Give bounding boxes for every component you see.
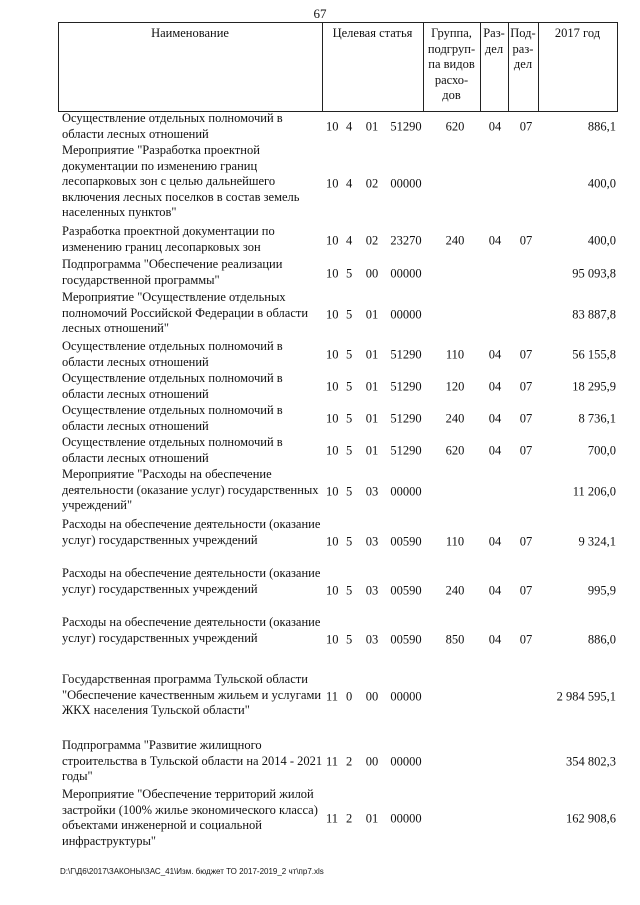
razdel: 04 — [488, 411, 502, 426]
podrazdel: 07 — [519, 347, 533, 362]
target-event: 01 — [365, 307, 379, 321]
target-event: 01 — [365, 119, 379, 134]
row-name: Мероприятие "Разработка проектной документации по изменению границ лесопарковых зон с целью дальнейшего включения лесных поселков в состав земель населенных пунктов" — [62, 143, 300, 219]
amount-2017: 11 206,0 — [572, 484, 616, 499]
table-row — [0, 615, 640, 664]
target-direction: 51290 — [390, 379, 422, 394]
target-program: 10 — [326, 347, 339, 362]
target-subprogram: 5 — [346, 347, 353, 362]
amount-2017: 2 984 595,1 — [556, 689, 616, 704]
razdel: 04 — [488, 379, 502, 394]
razdel: 04 — [488, 632, 502, 646]
table-row — [0, 435, 640, 467]
header-group: Группа, подгруп- па видов расхо- дов — [427, 26, 476, 102]
table-row — [0, 566, 640, 615]
row-name: Мероприятие "Расходы на обеспечение деятельности (оказание услуг) государственных учреждений" — [62, 467, 319, 512]
amount-2017: 56 155,8 — [572, 347, 616, 362]
amount-2017: 886,0 — [587, 632, 616, 646]
target-event: 01 — [365, 379, 379, 394]
target-direction: 00590 — [390, 534, 422, 548]
row-name: Осуществление отдельных полномочий в области лесных отношений — [62, 435, 283, 465]
target-direction: 00000 — [390, 176, 422, 190]
podrazdel: 07 — [519, 534, 533, 548]
row-name: Расходы на обеспечение деятельности (оказание услуг) государственных учреждений — [62, 566, 321, 596]
target-event: 03 — [365, 632, 379, 646]
expense-group: 240 — [445, 583, 465, 597]
expense-group: 620 — [445, 443, 465, 458]
target-program: 10 — [326, 484, 339, 499]
expense-group: 120 — [445, 379, 465, 394]
row-name: Расходы на обеспечение деятельности (оказание услуг) государственных учреждений — [62, 615, 321, 645]
target-direction: 00000 — [390, 307, 422, 321]
table-row — [0, 738, 640, 786]
target-program: 10 — [326, 534, 339, 548]
expense-group: 240 — [445, 233, 465, 247]
target-direction: 51290 — [390, 411, 422, 426]
expense-group: 240 — [445, 411, 465, 426]
target-subprogram: 5 — [346, 443, 353, 458]
header-razdel: Раз- дел — [483, 26, 505, 56]
target-direction: 00000 — [390, 484, 422, 499]
target-event: 03 — [365, 583, 379, 597]
target-subprogram: 5 — [346, 534, 353, 548]
podrazdel: 07 — [519, 411, 533, 426]
target-subprogram: 5 — [346, 379, 353, 394]
target-event: 02 — [365, 176, 379, 190]
amount-2017: 400,0 — [587, 176, 616, 190]
row-name: Государственная программа Тульской области "Обеспечение качественным жильем и услугами ЖКХ населения Тульской области" — [62, 672, 322, 717]
table-row — [0, 371, 640, 403]
expense-group: 110 — [445, 347, 465, 362]
amount-2017: 9 324,1 — [578, 534, 616, 548]
target-program: 10 — [326, 266, 339, 280]
target-direction: 00590 — [390, 583, 422, 597]
header-name: Наименование — [151, 26, 229, 40]
podrazdel: 07 — [519, 379, 533, 394]
table-row — [0, 257, 640, 290]
table-row — [0, 403, 640, 435]
razdel: 04 — [488, 534, 502, 548]
row-name: Разработка проектной документации по изменению границ лесопарковых зон — [62, 224, 275, 254]
table-row — [0, 143, 640, 224]
table-row — [0, 517, 640, 566]
table-row — [0, 339, 640, 371]
row-name: Подпрограмма "Развитие жилищного строительства в Тульской области на 2014 - 2021 годы" — [62, 738, 323, 783]
target-direction: 51290 — [390, 347, 422, 362]
row-name: Осуществление отдельных полномочий в области лесных отношений — [62, 403, 283, 433]
target-program: 10 — [326, 583, 339, 597]
amount-2017: 8 736,1 — [578, 411, 616, 426]
target-event: 01 — [365, 443, 379, 458]
target-program: 10 — [326, 379, 339, 394]
target-program: 10 — [326, 632, 339, 646]
row-name: Осуществление отдельных полномочий в области лесных отношений — [62, 111, 283, 141]
table-header — [58, 22, 618, 112]
target-program: 11 — [326, 811, 339, 826]
header-year: 2017 год — [554, 26, 601, 40]
table-row — [0, 111, 640, 143]
target-subprogram: 4 — [346, 119, 353, 134]
row-name: Подпрограмма "Обеспечение реализации государственной программы" — [62, 257, 283, 287]
expense-group: 620 — [445, 119, 465, 134]
target-subprogram: 4 — [346, 233, 353, 247]
razdel: 04 — [488, 443, 502, 458]
header-target: Целевая статья — [332, 26, 413, 40]
target-direction: 00000 — [390, 811, 422, 826]
target-subprogram: 5 — [346, 583, 353, 597]
target-event: 00 — [365, 754, 379, 769]
podrazdel: 07 — [519, 233, 533, 247]
target-event: 01 — [365, 411, 379, 426]
target-subprogram: 5 — [346, 307, 353, 321]
expense-group: 110 — [445, 534, 465, 548]
razdel: 04 — [488, 233, 502, 247]
target-direction: 00000 — [390, 689, 422, 704]
razdel: 04 — [488, 119, 502, 134]
target-subprogram: 4 — [346, 176, 353, 190]
table-row — [0, 672, 640, 722]
expense-group: 850 — [445, 632, 465, 646]
amount-2017: 700,0 — [587, 443, 616, 458]
amount-2017: 95 093,8 — [572, 266, 616, 280]
target-program: 10 — [326, 176, 339, 190]
podrazdel: 07 — [519, 119, 533, 134]
amount-2017: 83 887,8 — [572, 307, 616, 321]
target-subprogram: 5 — [346, 266, 353, 280]
target-subprogram: 5 — [346, 411, 353, 426]
target-direction: 00590 — [390, 632, 422, 646]
podrazdel: 07 — [519, 632, 533, 646]
row-name: Осуществление отдельных полномочий в области лесных отношений — [62, 371, 283, 401]
amount-2017: 354 802,3 — [566, 754, 616, 769]
target-event: 00 — [365, 266, 379, 280]
row-name: Осуществление отдельных полномочий в области лесных отношений — [62, 339, 283, 369]
target-direction: 51290 — [390, 119, 422, 134]
amount-2017: 995,9 — [587, 583, 616, 597]
target-direction: 00000 — [390, 754, 422, 769]
target-subprogram: 0 — [346, 689, 353, 704]
amount-2017: 886,1 — [587, 119, 616, 134]
table-row — [0, 224, 640, 257]
amount-2017: 400,0 — [587, 233, 616, 247]
target-program: 10 — [326, 411, 339, 426]
row-name: Расходы на обеспечение деятельности (оказание услуг) государственных учреждений — [62, 517, 321, 547]
target-event: 03 — [365, 534, 379, 548]
target-direction: 00000 — [390, 266, 422, 280]
target-event: 01 — [365, 347, 379, 362]
target-subprogram: 2 — [346, 754, 353, 769]
target-subprogram: 5 — [346, 484, 353, 499]
podrazdel: 07 — [519, 443, 533, 458]
target-direction: 23270 — [390, 233, 422, 247]
row-name: Мероприятие "Обеспечение территорий жилой застройки (100% жилье экономического класса) объектами инженерной и социальной инфраструктуры" — [62, 787, 318, 848]
table-row — [0, 290, 640, 339]
row-name: Мероприятие "Осуществление отдельных полномочий Российской Федерации в области лесных отношений" — [62, 290, 309, 335]
target-program: 11 — [326, 754, 339, 769]
target-program: 10 — [326, 233, 339, 247]
target-event: 02 — [365, 233, 379, 247]
target-program: 10 — [326, 307, 339, 321]
amount-2017: 18 295,9 — [572, 379, 616, 394]
target-program: 10 — [326, 443, 339, 458]
target-event: 01 — [365, 811, 379, 826]
table-row — [0, 467, 640, 517]
target-program: 10 — [326, 119, 339, 134]
target-event: 00 — [365, 689, 379, 704]
target-subprogram: 5 — [346, 632, 353, 646]
header-podrazdel: Под- раз- дел — [510, 26, 536, 71]
razdel: 04 — [488, 583, 502, 597]
page-number: 67 — [313, 6, 327, 21]
target-direction: 51290 — [390, 443, 422, 458]
target-event: 03 — [365, 484, 379, 499]
amount-2017: 162 908,6 — [566, 811, 616, 826]
target-program: 11 — [326, 689, 339, 704]
razdel: 04 — [488, 347, 502, 362]
table-row — [0, 787, 640, 851]
file-path: D:\Г\Д6\2017\ЗАКОНЫ\ЗАС_41\Изм. бюджет ТО 2017-2019_2 чт\пр7.xls — [60, 867, 324, 876]
target-subprogram: 2 — [346, 811, 353, 826]
podrazdel: 07 — [519, 583, 533, 597]
